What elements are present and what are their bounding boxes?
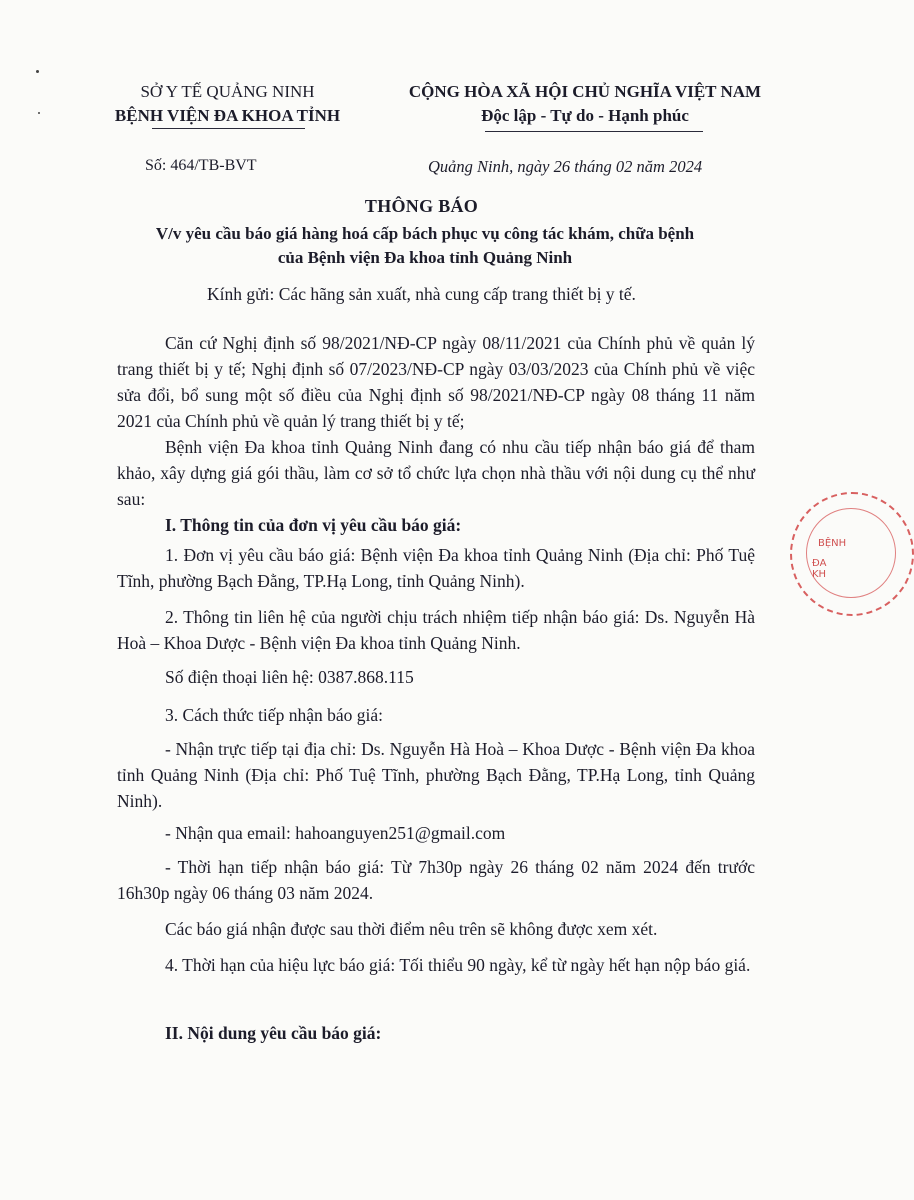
item-text: 1. Đơn vị yêu cầu báo giá: Bệnh viện Đa khoa tỉnh Quảng Ninh (Địa chỉ: Phố Tuệ Tĩnh, phường Bạch Đằng, TP.Hạ Long, tỉnh Quảng Ninh). [117, 545, 755, 591]
scan-speck [36, 70, 39, 73]
org-underline [152, 128, 305, 129]
document-date: Quảng Ninh, ngày 26 tháng 02 năm 2024 [428, 157, 703, 176]
item-1 [117, 542, 755, 594]
section-heading-2 [117, 1020, 755, 1046]
note-text: Các báo giá nhận được sau thời điểm nêu trên sẽ không được xem xét. [165, 919, 658, 939]
document-number: Số: 464/TB-BVT [145, 157, 257, 174]
body-paragraph-intro [117, 434, 755, 512]
body-paragraph-legal-basis [117, 330, 755, 434]
item-text: 2. Thông tin liên hệ của người chịu trách nhiệm tiếp nhận báo giá: Ds. Nguyễn Hà Hoà – Khoa Dược - Bệnh viện Đa khoa tỉnh Quảng Ninh. [117, 607, 755, 653]
section-heading-text: II. Nội dung yêu cầu báo giá: [165, 1023, 382, 1043]
national-heading [385, 80, 785, 128]
org-line-1: SỞ Y TẾ QUẢNG NINH [140, 82, 315, 101]
document-title: THÔNG BÁO [364, 196, 479, 216]
email-text: - Nhận qua email: hahoanguyen251@gmail.com [165, 823, 506, 843]
org-line-2: BỆNH VIỆN ĐA KHOA TỈNH [114, 106, 341, 125]
item-text: - Thời hạn tiếp nhận báo giá: Từ 7h30p ngày 26 tháng 02 năm 2024 đến trước 16h30p ngày 06 tháng 03 năm 2024. [117, 857, 755, 903]
document-subtitle [60, 222, 790, 270]
contact-phone [117, 664, 755, 690]
delivery-direct [117, 736, 755, 814]
section-heading-1 [117, 512, 755, 538]
item-3 [117, 702, 755, 728]
late-submission-note [117, 916, 755, 942]
item-text: 3. Cách thức tiếp nhận báo giá: [165, 705, 383, 725]
item-2 [117, 604, 755, 656]
delivery-deadline [117, 854, 755, 906]
item-text: 4. Thời hạn của hiệu lực báo giá: Tối thiểu 90 ngày, kể từ ngày hết hạn nộp báo giá. [165, 955, 751, 975]
delivery-email [117, 820, 755, 846]
subtitle-line-1: V/v yêu cầu báo giá hàng hoá cấp bách phục vụ công tác khám, chữa bệnh [155, 224, 695, 243]
phone-text: Số điện thoại liên hệ: 0387.868.115 [165, 667, 414, 687]
scan-speck [38, 112, 40, 114]
recipient-line: Kính gửi: Các hãng sản xuất, nhà cung cấp trang thiết bị y tế. [207, 284, 636, 304]
item-4 [117, 952, 755, 978]
issuing-organization [95, 80, 360, 128]
paragraph-text: Căn cứ Nghị định số 98/2021/NĐ-CP ngày 08/11/2021 của Chính phủ về quản lý trang thiết bị y tế; Nghị định số 07/2023/NĐ-CP ngày 03/03/2023 của Chính phủ về việc sửa đổi, bổ sung một số điều của Nghị định số 98/2021/NĐ-CP ngày 08 tháng 11 năm 2021 của Chính phủ về quản lý trang thiết bị y tế; [117, 333, 755, 431]
section-heading-text: I. Thông tin của đơn vị yêu cầu báo giá: [165, 515, 462, 535]
nation-line-2: Độc lập - Tự do - Hạnh phúc [481, 106, 689, 125]
stamp-text-2: ĐA KH [812, 558, 827, 580]
nation-line-1: CỘNG HÒA XÃ HỘI CHỦ NGHĨA VIỆT NAM [408, 82, 762, 101]
item-text: - Nhận trực tiếp tại địa chỉ: Ds. Nguyễn Hà Hoà – Khoa Dược - Bệnh viện Đa khoa tỉnh Quảng Ninh (Địa chỉ: Phố Tuệ Tĩnh, phường Bạch Đằng, TP.Hạ Long, tỉnh Quảng Ninh). [117, 739, 755, 811]
stamp-text-1: BỆNH [818, 538, 847, 549]
subtitle-line-2: của Bệnh viện Đa khoa tỉnh Quảng Ninh [277, 248, 573, 267]
motto-underline [485, 131, 703, 132]
paragraph-text: Bệnh viện Đa khoa tỉnh Quảng Ninh đang có nhu cầu tiếp nhận báo giá để tham khảo, xây dựng giá gói thầu, làm cơ sở tổ chức lựa chọn nhà thầu với nội dung cụ thể như sau: [117, 437, 755, 509]
red-seal-inner-ring [806, 508, 896, 598]
